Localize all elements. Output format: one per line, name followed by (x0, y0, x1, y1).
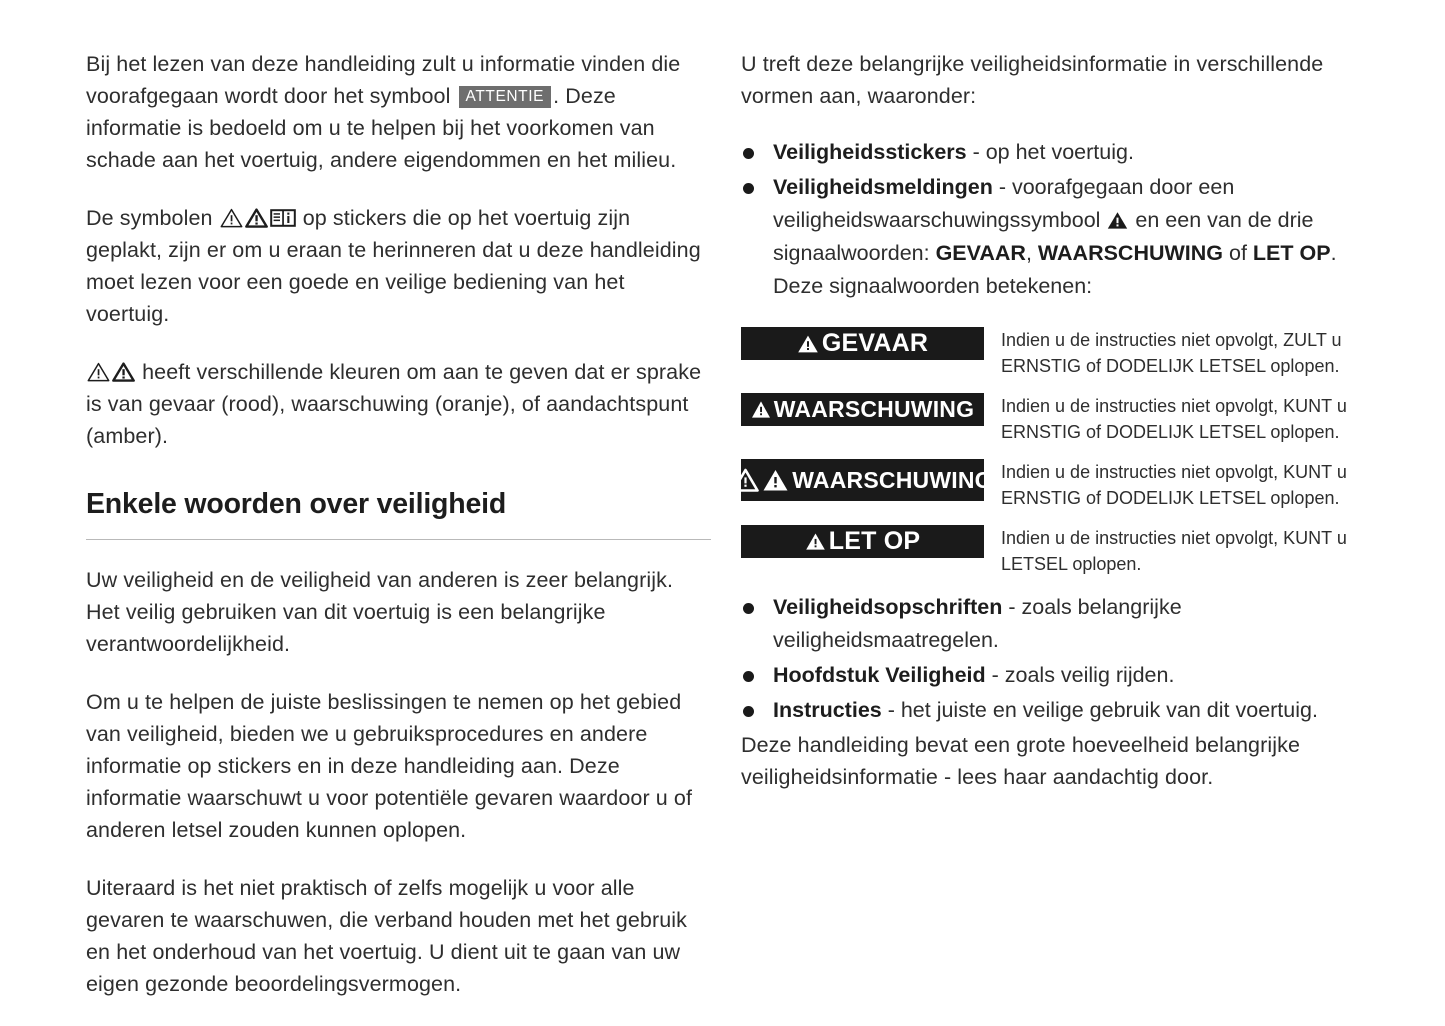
paragraph-colors (86, 356, 711, 452)
paragraph-symbols (86, 202, 711, 330)
status-badge-let-op (741, 525, 984, 558)
paragraph-forms-intro: U treft deze belangrijke veiligheidsinformatie in verschillende vormen aan, waaronder: (741, 52, 1324, 108)
safety-alert-symbol-icon (762, 468, 789, 493)
paragraph-colors-text: heeft verschillende kleuren om aan te geven dat er sprake is van gevaar (rood), waarschuwing (oranje), of aandachtspunt (amber). (86, 360, 702, 448)
paragraph-safety-importance: Uw veiligheid en de veiligheid van anderen is zeer belangrijk. Het veilig gebruiken van dit voertuig is een belangrijke verantwoordelijkheid. (86, 568, 674, 656)
warning-triangle-bold-icon (245, 208, 268, 228)
badge-triangle-group (732, 468, 789, 493)
signal-badge-label: GEVAAR (821, 329, 929, 357)
signal-word-waarschuwing: WAARSCHUWING (1037, 241, 1224, 265)
bullet-dot-icon (743, 603, 754, 614)
table-row (741, 327, 1361, 379)
right-column (741, 48, 1361, 819)
list-item-text: - het juiste en veilige gebruik van dit voertuig. (881, 698, 1318, 722)
signal-word-sep-2: of (1223, 241, 1253, 265)
list-item (741, 591, 1361, 657)
paragraph-attentie-intro (86, 48, 711, 176)
safety-alert-symbol-icon (751, 400, 771, 419)
bullet-dot-icon (743, 706, 754, 717)
table-row (741, 525, 1361, 577)
list-item-continuation: veiligheidsmaatregelen. (773, 628, 999, 652)
safety-alert-symbol-icon (805, 532, 826, 551)
signal-badge-cell (741, 525, 984, 558)
signal-word-gevaar: GEVAAR (935, 241, 1026, 265)
signal-word-let-op: LET OP (1252, 241, 1331, 265)
paragraph-symbols-text2: op stickers die op het voertuig zijn geplakt, zijn er om u eraan te herinneren dat u deze handleiding moet lezen voor een goede en veilige bediening van het voertuig. (86, 206, 701, 326)
status-badge-waarschuwing (741, 393, 984, 426)
status-badge-waarschuwing-double (741, 459, 993, 501)
warning-triangle-thin-icon-2 (87, 362, 110, 382)
heading-divider (86, 539, 711, 540)
signal-description-line-2: ERNSTIG of DODELIJK LETSEL oplopen. (1001, 422, 1340, 442)
signal-badge-cell (741, 327, 984, 360)
paragraph-symbols-text1: De symbolen (86, 206, 213, 230)
warning-triangle-bold-icon-2 (112, 362, 135, 382)
list-item-continuation-1: veiligheidswaarschuwingssymbool (773, 208, 1101, 232)
warning-triangle-thin-icon (220, 208, 243, 228)
bullet-dot-icon (743, 148, 754, 159)
list-item (741, 694, 1361, 727)
signal-description (984, 393, 1361, 445)
signal-badge-label: WAARSCHUWING (773, 396, 975, 422)
paragraph-attentie-intro-text1: Bij het lezen van deze handleiding zult u informatie vinden die voorafgegaan wordt door het symbool (86, 52, 681, 108)
signal-words-meaning-lead: Deze signaalwoorden betekenen: (773, 274, 1093, 298)
signal-word-table (741, 327, 1361, 577)
list-item (741, 659, 1361, 692)
signal-description-line-2: LETSEL oplopen. (1001, 554, 1142, 574)
list-item-label: Instructies (773, 698, 882, 722)
signal-description-line-1: Indien u de instructies niet opvolgt, KUNT u (1001, 462, 1347, 482)
list-item (741, 136, 1361, 169)
signal-description-line-1: Indien u de instructies niet opvolgt, KUNT u (1001, 396, 1347, 416)
signal-description-line-2: ERNSTIG of DODELIJK LETSEL oplopen. (1001, 356, 1340, 376)
bullet-dot-icon (743, 671, 754, 682)
list-item (741, 171, 1361, 303)
badge-triangle-group (797, 334, 819, 354)
table-row (741, 393, 1361, 445)
safety-alert-symbol-icon (1107, 211, 1128, 230)
attentie-badge: ATTENTIE (459, 86, 552, 108)
list-item-label: Veiligheidsstickers (773, 140, 967, 164)
list-item-text: - zoals belangrijke (1002, 595, 1182, 619)
paragraph-closing: Deze handleiding bevat een grote hoeveelheid belangrijke veiligheidsinformatie - lees haar aandachtig door. (741, 733, 1301, 789)
status-badge-gevaar (741, 327, 984, 360)
paragraph-judgement: Uiteraard is het niet praktisch of zelfs mogelijk u voor alle gevaren te waarschuwen, die verband houden met het gebruik en het onderhoud van het voertuig. U dient uit te gaan van uw eigen gezonde beoordelingsvermogen. (86, 876, 688, 996)
safety-alert-symbol-icon (797, 334, 819, 354)
signal-badge-label: LET OP (828, 527, 921, 555)
list-item-text: - voorafgegaan door een (992, 175, 1235, 199)
table-row (741, 459, 1361, 511)
signal-word-end: . (1330, 241, 1337, 265)
signal-description (984, 327, 1361, 379)
signal-words-prefix: signaalwoorden: (773, 241, 936, 265)
paragraph-attentie-intro-text2: . Deze informatie is bedoeld om u te helpen bij het voorkomen van schade aan het voertuig, andere eigendommen en het milieu. (86, 84, 677, 172)
list-item-text: - zoals veilig rijden. (985, 663, 1175, 687)
signal-word-sep-1: , (1025, 241, 1038, 265)
signal-badge-cell (741, 459, 993, 501)
signal-description (984, 459, 1361, 511)
list-item-text: - op het voertuig. (966, 140, 1134, 164)
signal-badge-label: WAARSCHUWING (792, 466, 993, 493)
signal-description-line-1: Indien u de instructies niet opvolgt, ZULT u (1001, 330, 1342, 350)
list-item-label: Veiligheidsopschriften (773, 595, 1003, 619)
signal-description-line-2: ERNSTIG of DODELIJK LETSEL oplopen. (1001, 488, 1340, 508)
bullet-dot-icon (743, 183, 754, 194)
list-item-label: Hoofdstuk Veiligheid (773, 663, 986, 687)
list-item-continuation-2: en een van de drie (1135, 208, 1314, 232)
safety-info-forms-list (741, 136, 1361, 303)
manual-book-info-icon (270, 208, 296, 228)
signal-description (984, 525, 1361, 577)
paragraph-decisions: Om u te helpen de juiste beslissingen te nemen op het gebied van veiligheid, bieden we u gebruiksprocedures en andere informatie op stickers en in deze handleiding aan. Deze informatie waarschuwt u voor potentiële gevaren waardoor u of anderen letsel zouden kunnen oplopen. (86, 690, 693, 842)
left-column (86, 48, 711, 1026)
badge-triangle-group (805, 532, 826, 551)
list-item-label: Veiligheidsmeldingen (773, 175, 993, 199)
signal-badge-cell (741, 393, 984, 426)
signal-description-line-1: Indien u de instructies niet opvolgt, KUNT u (1001, 528, 1347, 548)
warning-triangle-outline-icon (732, 468, 759, 493)
safety-info-forms-list-2 (741, 591, 1361, 727)
badge-triangle-group (751, 400, 771, 419)
page-title: Enkele woorden over veiligheid (86, 488, 507, 520)
